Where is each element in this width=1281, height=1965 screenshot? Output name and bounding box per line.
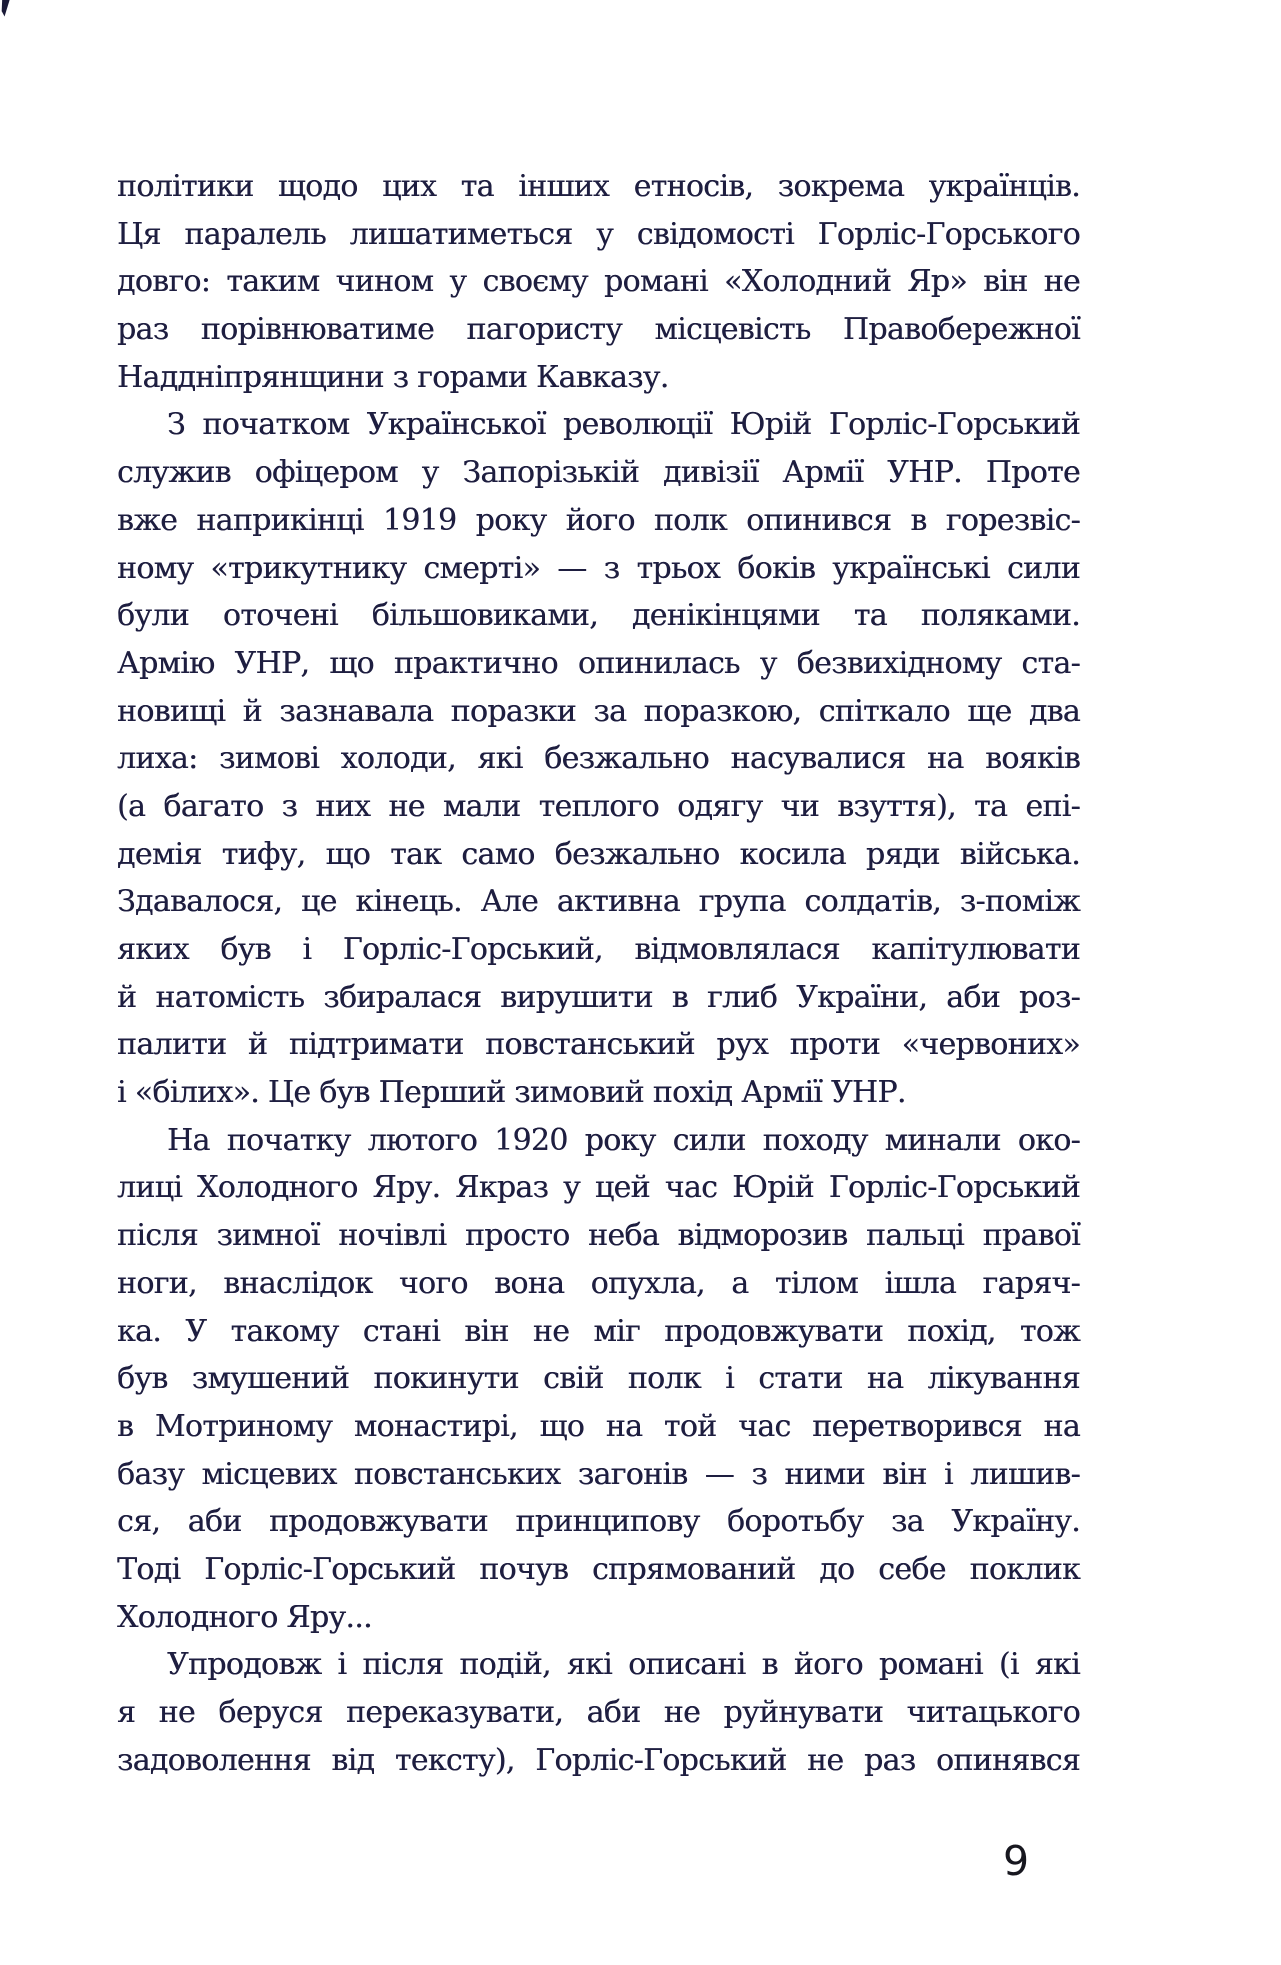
text-line: ноги, внаслідок чого вона опухла, а тілом ішла гаряч- <box>117 1265 1080 1301</box>
text-line: ному «трикутнику смерті» — з трьох боків українські сили <box>117 550 1080 586</box>
text-line: Наддніпрянщини з горами Кавказу. <box>117 359 669 395</box>
page-number: 9 <box>1003 1837 1030 1885</box>
scan-corner-artifact <box>0 0 12 18</box>
text-line: ка. У такому стані він не міг продовжувати похід, тож <box>117 1313 1080 1349</box>
text-line: лиха: зимові холоди, які безжально насувалися на вояків <box>117 741 1080 777</box>
text-line: служив офіцером у Запорізькій дивізії Армії УНР. Проте <box>117 455 1080 491</box>
text-line: були оточені більшовиками, денікінцями та поляками. <box>117 598 1080 634</box>
text-line: Упродовж і після подій, які описані в його романі (і які <box>167 1647 1080 1683</box>
text-line: Ця паралель лишатиметься у свідомості Горліс-Горського <box>117 216 1080 252</box>
text-line: базу місцевих повстанських загонів — з ними він і лишив- <box>117 1456 1080 1492</box>
text-line: Холодного Яру... <box>117 1599 372 1635</box>
text-line: лиці Холодного Яру. Якраз у цей час Юрій Горліс-Горський <box>117 1170 1080 1206</box>
text-line: задоволення від тексту), Горліс-Горський не раз опинявся <box>117 1742 1080 1778</box>
text-line: і «білих». Це був Перший зимовий похід Армії УНР. <box>117 1075 906 1111</box>
text-line: був змушений покинути свій полк і стати на лікування <box>117 1361 1080 1397</box>
text-line: Тоді Горліс-Горський почув спрямований до себе поклик <box>117 1551 1080 1587</box>
text-line: й натомість збиралася вирушити в глиб України, аби роз- <box>117 979 1080 1015</box>
text-line: вже наприкінці 1919 року його полк опинився в горезвіс- <box>117 502 1080 538</box>
text-line: новищі й зазнавала поразки за поразкою, спіткало ще два <box>117 693 1080 729</box>
text-line: демія тифу, що так само безжально косила ряди війська. <box>117 836 1080 872</box>
text-line: політики щодо цих та інших етносів, зокрема українців. <box>117 169 1080 204</box>
text-line: я не беруся переказувати, аби не руйнувати читацького <box>117 1695 1080 1730</box>
text-block <box>117 163 1080 1784</box>
text-line: яких був і Горліс-Горський, відмовлялася капітулювати <box>117 932 1080 967</box>
text-line: На початку лютого 1920 року сили походу минали око- <box>167 1122 1080 1158</box>
text-line: ся, аби продовжувати принципову боротьбу за Україну. <box>117 1504 1080 1540</box>
text-line: З початком Української революції Юрій Горліс-Горський <box>167 407 1080 443</box>
text-line: довго: таким чином у своєму романі «Холодний Яр» він не <box>117 264 1080 300</box>
text-line: після зимної ночівлі просто неба відморозив пальці правої <box>117 1218 1080 1254</box>
text-line: палити й підтримати повстанський рух проти «червоних» <box>117 1027 1080 1063</box>
text-line: раз порівнюватиме пагористу місцевість Правобережної <box>117 312 1080 348</box>
text-line: в Мотриному монастирі, що на той час перетворився на <box>117 1408 1080 1444</box>
text-line: Армію УНР, що практично опинилась у безвихідному ста- <box>117 645 1080 681</box>
text-line: (а багато з них не мали теплого одягу чи взуття), та епі- <box>117 788 1080 824</box>
text-line: Здавалося, це кінець. Але активна група солдатів, з-поміж <box>117 884 1080 920</box>
